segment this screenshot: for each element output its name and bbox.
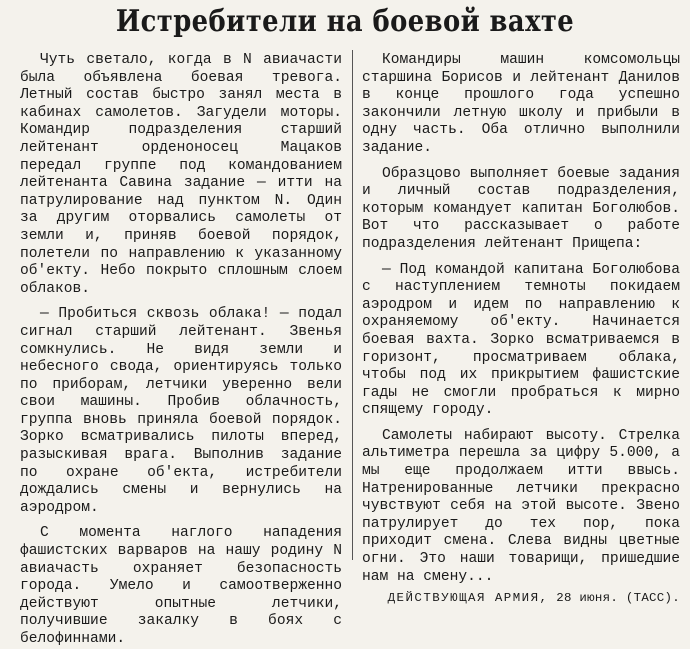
dateline [362,590,680,608]
article-paragraph: Самолеты набирают высоту. Стрелка альтиметра перешла за цифру 5.000, а мы еще продолжаем итти ввысь. Натренированные летчики прекрасно чувствуют себя на этой высоте. Звено патрулирует до тех пор, пока приходит смена. Слева видны цветные огни. Это наши товарищи, пришедшие нам на смену... [362,427,680,585]
article-headline: Истребители на боевой вахте [115,4,575,39]
article-paragraph: Образцово выполняет боевые задания и личный состав подразделения, которым командует капитан Боголюбов. Вот что рассказывает о работе подразделения лейтенант Прищепа: [362,165,680,252]
left-column [20,52,342,649]
article-paragraph: Командиры машин комсомольцы старшина Борисов и лейтенант Данилов в конце прошлого года успешно закончили летную школу и прибыли в одну часть. Оба отлично выполнили задание. [362,52,680,156]
dateline-place: ДЕЙСТВУЮЩАЯ АРМИЯ, [387,591,549,606]
article-paragraph: С момента наглого нападения фашистских варваров на нашу родину N авиачасть охраняет безопасность города. Умело и самоотверженно действуют опытные летчики, получившие закалку в боях с белофиннами. [20,525,342,647]
article-paragraph: — Под командой капитана Боголюбова с наступлением темноты покидаем аэродром и идем по направлению к охраняемому об'екту. Начинается боевая вахта. Зорко всматриваемся в горизонт, просматриваем облака, чтобы под их прикрытием фашистские гады не смогли пробраться к мирно спящему городу. [362,261,680,419]
right-column [362,52,680,608]
column-divider [352,50,353,560]
article-paragraph: Чуть светало, когда в N авиачасти была объявлена боевая тревога. Летный состав быстро занял места в кабинах самолетов. Загудели моторы. Командир подразделения старший лейтенант орденоносец Мацаков передал группе под командованием лейтенанта Савина задание — итти на патрулирование над пунктом N. Один за другим оторвались самолеты от земли и, приняв боевой порядок, полетели по направлению к указанному об'екту. Небо покрыто сплошным слоем облаков. [20,52,342,297]
dateline-date: 28 июня. [556,591,619,606]
dateline-agency: (ТАСС). [625,591,680,606]
article-paragraph: — Пробиться сквозь облака! — подал сигнал старший лейтенант. Звенья сомкнулись. Не видя земли и небесного свода, ориентируясь только по приборам, летчики уверенно вели свои машины. Пробив облачность, группа вновь приняла боевой порядок. Зорко всматривались пилоты вперед, разыскивая врага. Выполнив задание по охране об'екта, истребители дождались смены и вернулись на аэродром. [20,306,342,516]
